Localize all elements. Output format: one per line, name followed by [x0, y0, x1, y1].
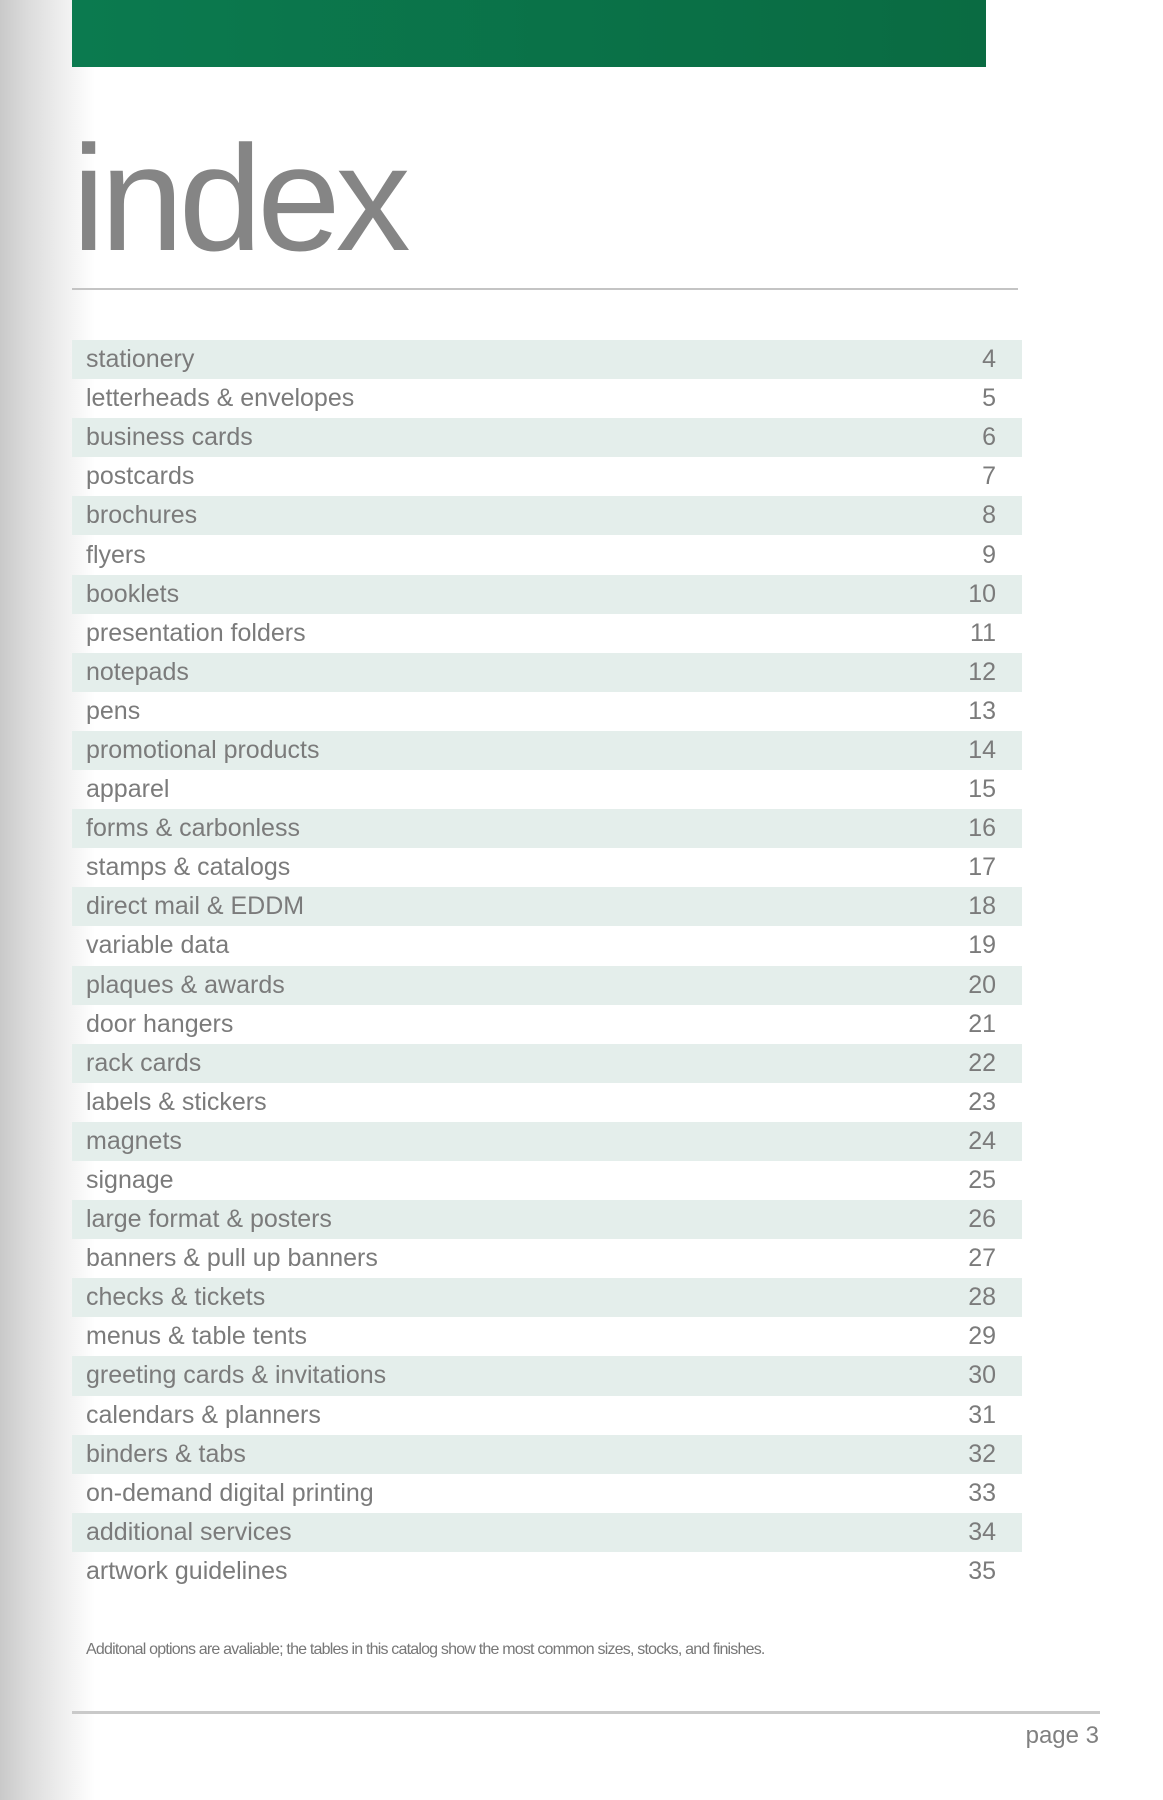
- toc-entry-page: 18: [968, 892, 996, 921]
- toc-entry-page: 26: [968, 1205, 996, 1234]
- toc-entry-page: 34: [968, 1517, 996, 1546]
- toc-row: [72, 418, 1022, 457]
- toc-entry-label: stationery: [86, 345, 195, 374]
- toc-entry-label: plaques & awards: [86, 970, 285, 999]
- toc-row: [72, 692, 1022, 731]
- footer-divider: [72, 1711, 1100, 1714]
- title-divider: [72, 288, 1018, 290]
- toc-entry-page: 4: [982, 345, 996, 374]
- toc-entry-label: binders & tabs: [86, 1439, 246, 1468]
- toc-entry-page: 35: [968, 1556, 996, 1585]
- toc-entry-label: pens: [86, 696, 141, 725]
- toc-entry-page: 6: [982, 423, 996, 452]
- toc-entry-page: 17: [968, 853, 996, 882]
- toc-entry-page: 27: [968, 1244, 996, 1273]
- toc-row: [72, 770, 1022, 809]
- toc-entry-page: 31: [968, 1400, 996, 1429]
- table-of-contents: [72, 340, 1022, 1591]
- toc-entry-page: 12: [968, 657, 996, 686]
- toc-row: [72, 340, 1022, 379]
- toc-entry-label: magnets: [86, 1126, 182, 1155]
- toc-entry-page: 33: [968, 1478, 996, 1507]
- toc-row: [72, 1396, 1022, 1435]
- toc-entry-label: rack cards: [86, 1048, 202, 1077]
- toc-entry-label: calendars & planners: [86, 1400, 321, 1429]
- toc-row: [72, 1200, 1022, 1239]
- toc-entry-label: labels & stickers: [86, 1087, 267, 1116]
- toc-entry-page: 21: [968, 1009, 996, 1038]
- toc-entry-label: postcards: [86, 462, 195, 491]
- toc-entry-label: stamps & catalogs: [86, 853, 291, 882]
- toc-row: [72, 1474, 1022, 1513]
- toc-entry-label: forms & carbonless: [86, 814, 300, 843]
- toc-row: [72, 1317, 1022, 1356]
- toc-row: [72, 457, 1022, 496]
- header-color-bar: [72, 0, 986, 67]
- toc-row: [72, 1083, 1022, 1122]
- toc-row: [72, 1161, 1022, 1200]
- toc-entry-page: 14: [968, 735, 996, 764]
- toc-entry-label: checks & tickets: [86, 1283, 266, 1312]
- toc-entry-page: 13: [968, 696, 996, 725]
- toc-entry-page: 11: [970, 618, 996, 647]
- toc-entry-label: notepads: [86, 657, 189, 686]
- toc-row: [72, 1122, 1022, 1161]
- toc-row: [72, 731, 1022, 770]
- toc-entry-label: signage: [86, 1166, 174, 1195]
- toc-row: [72, 926, 1022, 965]
- toc-entry-page: 19: [968, 931, 996, 960]
- toc-entry-page: 25: [968, 1166, 996, 1195]
- toc-entry-page: 29: [968, 1322, 996, 1351]
- page-title: index: [72, 114, 406, 282]
- toc-row: [72, 575, 1022, 614]
- toc-entry-page: 20: [968, 970, 996, 999]
- toc-entry-label: menus & table tents: [86, 1322, 307, 1351]
- toc-entry-page: 22: [968, 1048, 996, 1077]
- toc-entry-page: 5: [982, 384, 996, 413]
- toc-row: [72, 1435, 1022, 1474]
- toc-entry-page: 7: [982, 462, 996, 491]
- toc-entry-label: presentation folders: [86, 618, 306, 647]
- toc-entry-label: flyers: [86, 540, 146, 569]
- toc-row: [72, 887, 1022, 926]
- toc-row: [72, 809, 1022, 848]
- toc-row: [72, 1552, 1022, 1591]
- toc-entry-page: 28: [968, 1283, 996, 1312]
- toc-row: [72, 496, 1022, 535]
- toc-entry-label: direct mail & EDDM: [86, 892, 305, 921]
- toc-entry-label: promotional products: [86, 735, 320, 764]
- toc-row: [72, 1239, 1022, 1278]
- toc-entry-label: letterheads & envelopes: [86, 384, 355, 413]
- toc-entry-page: 32: [968, 1439, 996, 1468]
- toc-entry-label: additional services: [86, 1517, 292, 1546]
- toc-entry-label: brochures: [86, 501, 198, 530]
- toc-row: [72, 966, 1022, 1005]
- toc-entry-page: 9: [982, 540, 996, 569]
- toc-entry-label: artwork guidelines: [86, 1556, 288, 1585]
- toc-row: [72, 1044, 1022, 1083]
- toc-row: [72, 1005, 1022, 1044]
- footnote: Additonal options are avaliable; the tables in this catalog show the most common sizes, stocks, and finishes.: [86, 1641, 765, 1658]
- toc-entry-label: banners & pull up banners: [86, 1244, 378, 1273]
- toc-entry-label: booklets: [86, 579, 180, 608]
- toc-entry-label: door hangers: [86, 1009, 234, 1038]
- toc-entry-page: 30: [968, 1361, 996, 1390]
- toc-row: [72, 848, 1022, 887]
- toc-entry-label: on-demand digital printing: [86, 1478, 374, 1507]
- toc-row: [72, 1513, 1022, 1552]
- toc-row: [72, 1356, 1022, 1395]
- toc-row: [72, 653, 1022, 692]
- toc-row: [72, 1278, 1022, 1317]
- toc-entry-page: 24: [968, 1126, 996, 1155]
- toc-row: [72, 535, 1022, 574]
- toc-entry-label: large format & posters: [86, 1205, 332, 1234]
- toc-entry-page: 8: [982, 501, 996, 530]
- toc-entry-label: apparel: [86, 775, 170, 804]
- toc-row: [72, 614, 1022, 653]
- toc-entry-page: 10: [968, 579, 996, 608]
- toc-row: [72, 379, 1022, 418]
- toc-entry-page: 16: [968, 814, 996, 843]
- toc-entry-page: 15: [968, 775, 996, 804]
- toc-entry-label: business cards: [86, 423, 253, 452]
- toc-entry-label: variable data: [86, 931, 230, 960]
- toc-entry-label: greeting cards & invitations: [86, 1361, 387, 1390]
- page-number: page 3: [1025, 1722, 1099, 1749]
- toc-entry-page: 23: [968, 1087, 996, 1116]
